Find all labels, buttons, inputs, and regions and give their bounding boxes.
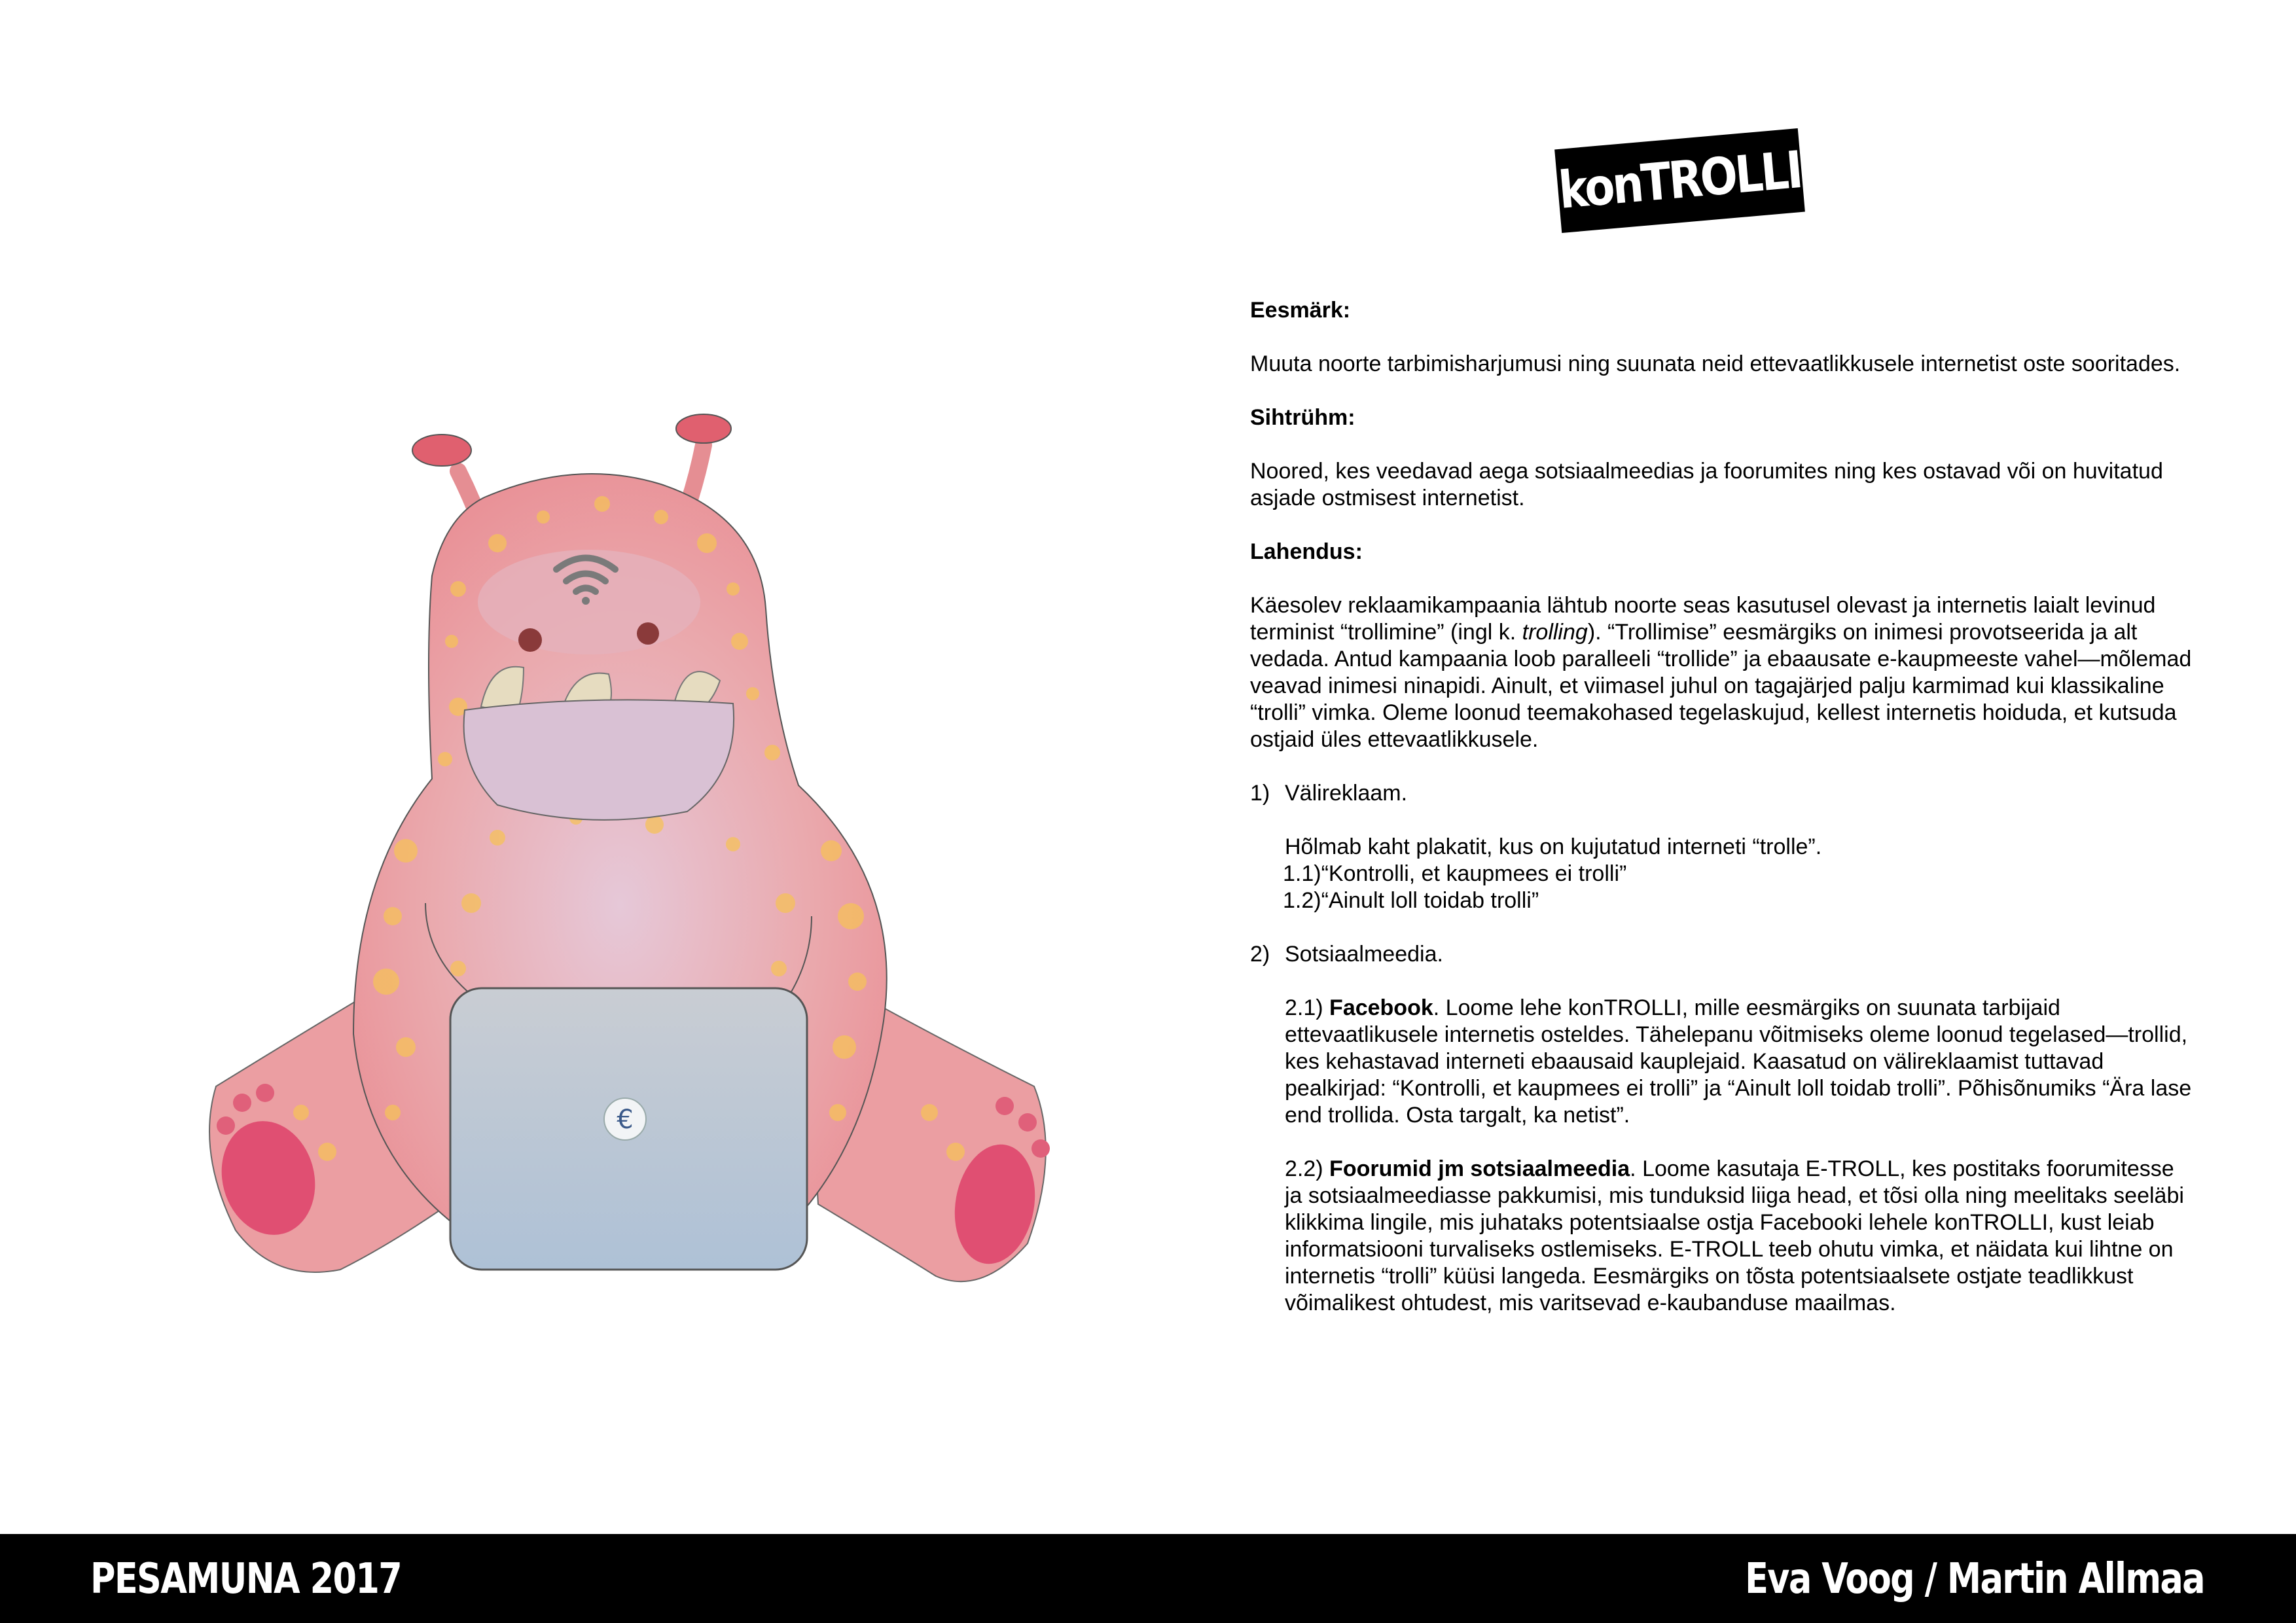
laptop (450, 988, 807, 1270)
list-item-outdoor (1250, 780, 2193, 914)
audience-heading: Sihtrühm: (1250, 405, 1355, 430)
troll-belly (464, 700, 734, 819)
footer-title: PESAMUNA 2017 (90, 1555, 402, 1603)
audience-text: Noored, kes veedavad aega sotsiaalmeedias ja foorumites ning kes ostavad või on huvitatud asjade ostmisest internetist. (1250, 459, 2163, 510)
campaign-text (1250, 297, 2193, 1317)
kontrolli-logo (1554, 128, 1805, 233)
poster-2: 1.2)“Ainult loll toidab trolli” (1283, 888, 1539, 913)
goal-heading: Eesmärk: (1250, 298, 1351, 323)
euro-icon: € (617, 1105, 634, 1135)
list-number: 2) (1250, 942, 1270, 967)
troll-eye-right (637, 622, 659, 645)
list-number: 1) (1250, 781, 1270, 806)
footer-bar (0, 1534, 2296, 1623)
logo-text: konTROLLI (1556, 141, 1804, 221)
list-desc: Hõlmab kaht plakatit, kus on kujutatud interneti “trolle”. (1285, 834, 1822, 859)
footer-authors: Eva Voog / Martin Allmaa (1745, 1555, 2204, 1603)
goal-text: Muuta noorte tarbimisharjumusi ning suunata neid ettevaatlikkusele internetist oste sooritades. (1250, 351, 2181, 376)
poster-1: 1.1)“Kontrolli, et kaupmees ei trolli” (1283, 861, 1627, 886)
solution-text: Käesolev reklaamikampaania lähtub noorte seas kasutusel olevast ja internetis laialt levinud terminist “trollimine” (ingl k. trolling). “Trollimise” eesmärgiks on inimesi provotseerida ja alt vedada. Antud kampaania loob paralleeli “trollide” ja ebaausate e-kaupmeeste vahel—mõlemad veavad inimesi ninapidi. Ainult, et viimasel juhul on tagajärjed palju karmimad kui klassikaline “trolli” vimka. Oleme loonud teemakohased tegelaskujud, kellest internetis hoiduda, et kutsuda ostjaid üles ettevaatlikkusele. (1250, 593, 2192, 752)
forum-paragraph: 2.2) Foorumid jm sotsiaalmeedia. Loome kasutaja E-TROLL, kes postitaks foorumitesse ja sotsiaalmeediasse pakkumisi, mis tunduksid liiga head, et tõsi olla ning meelitaks seeläbi klikkima lingile, mis juhataks potentsiaalse ostja Facebooki lehele konTROLLI, kust leiab informatsiooni turvaliseks ostlemiseks. E-TROLL teeb ohutu vimka, et näidata kui lihtne on internetis “trolli” küüsi langeda. Eesmärgiks on tõsta potentsiaalsete ostjate teadlikkust võimalikest ohtudest, mis varitsevad e-kaubanduse maailmas. (1285, 1156, 2184, 1315)
troll-eye-left (518, 628, 542, 652)
list-label: Sotsiaalmeedia. (1285, 942, 1443, 967)
solution-heading: Lahendus: (1250, 539, 1363, 564)
list-item-social (1250, 941, 2193, 1317)
facebook-paragraph: 2.1) Facebook. Loome lehe konTROLLI, mille eesmärgiks on suunata tarbijaid ettevaatlikusele internetis osteldes. Tähelepanu võitmiseks oleme loonud tegelased—trollid, kes kehastavad interneti ebaausaid kauplejaid. Kaasatud on välireklaamist tuttavad pealkirjad: “Kontrolli, et kaupmees ei trolli” ja “Ainult loll toidab trolli”. Põhisõnumiks “Ära lase end trollida. Osta targalt, ka netist”. (1285, 995, 2192, 1128)
list-label: Välireklaam. (1285, 781, 1408, 806)
troll-illustration (196, 399, 1073, 1309)
